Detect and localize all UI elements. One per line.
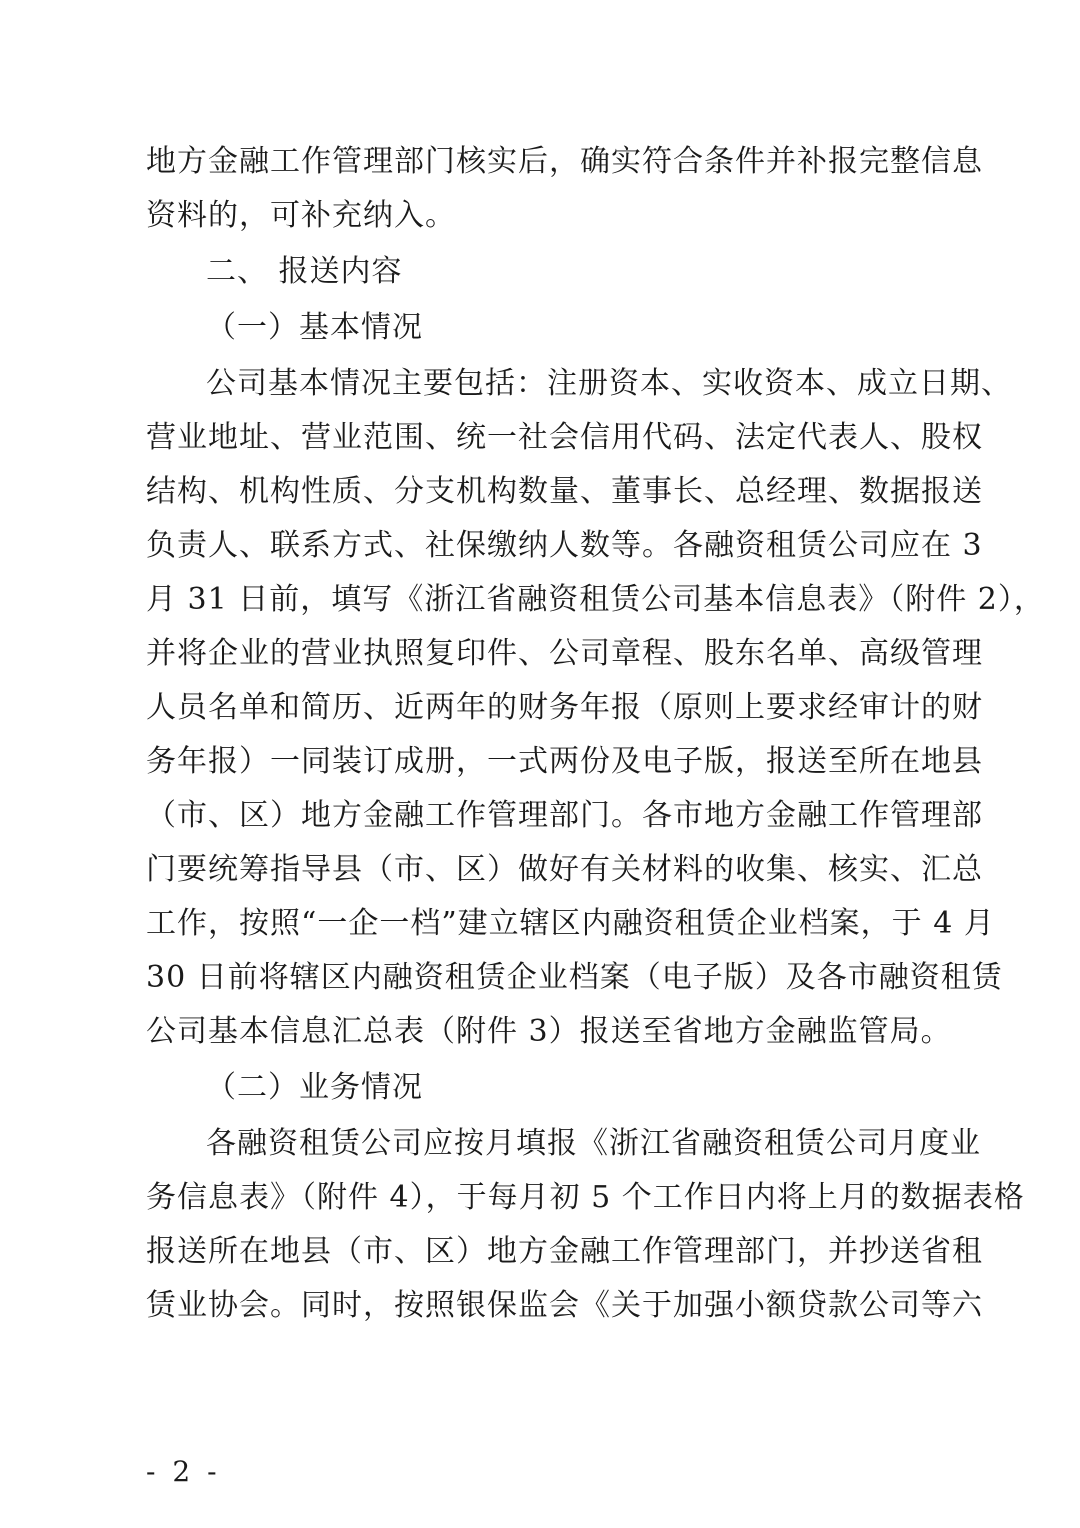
text-line: 地方金融工作管理部门核实后，确实符合条件并补报完整信息 — [146, 144, 983, 179]
text-line: 资料的，可补充纳入。 — [146, 198, 456, 233]
section-heading-2: 二、 报送内容 — [206, 254, 403, 289]
text-line: 各融资租赁公司应按月填报《浙江省融资租赁公司月度业 — [206, 1126, 981, 1161]
subsection-heading-1: （一）基本情况 — [206, 310, 423, 345]
text-line: 务年报）一同装订成册，一式两份及电子版，报送至所在地县 — [146, 744, 983, 779]
text-line: 营业地址、营业范围、统一社会信用代码、法定代表人、股权 — [146, 420, 983, 455]
text-line: 结构、机构性质、分支机构数量、董事长、总经理、数据报送 — [146, 474, 983, 509]
text-line: 报送所在地县（市、区）地方金融工作管理部门，并抄送省租 — [146, 1234, 983, 1269]
text-line: 公司基本信息汇总表（附件 3）报送至省地方金融监管局。 — [146, 1014, 952, 1049]
text-line: 公司基本情况主要包括：注册资本、实收资本、成立日期、 — [206, 366, 1012, 401]
text-line: 30 日前将辖区内融资租赁企业档案（电子版）及各市融资租赁 — [146, 960, 1003, 995]
page-number: - 2 - — [146, 1455, 221, 1488]
text-line: 赁业协会。同时，按照银保监会《关于加强小额贷款公司等六 — [146, 1288, 983, 1323]
text-line: （市、区）地方金融工作管理部门。各市地方金融工作管理部 — [146, 798, 983, 833]
text-line: 月 31 日前，填写《浙江省融资租赁公司基本信息表》（附件 2）， — [146, 582, 1045, 617]
text-line: 务信息表》（附件 4），于每月初 5 个工作日内将上月的数据表格 — [146, 1180, 1025, 1215]
text-line: 负责人、联系方式、社保缴纳人数等。各融资租赁公司应在 3 — [146, 528, 983, 563]
text-line: 门要统筹指导县（市、区）做好有关材料的收集、核实、汇总 — [146, 852, 983, 887]
text-line: 人员名单和简历、近两年的财务年报（原则上要求经审计的财 — [146, 690, 983, 725]
text-line: 并将企业的营业执照复印件、公司章程、股东名单、高级管理 — [146, 636, 983, 671]
text-line: 工作，按照“一企一档”建立辖区内融资租赁企业档案，于 4 月 — [146, 906, 995, 941]
subsection-heading-2: （二）业务情况 — [206, 1070, 423, 1105]
